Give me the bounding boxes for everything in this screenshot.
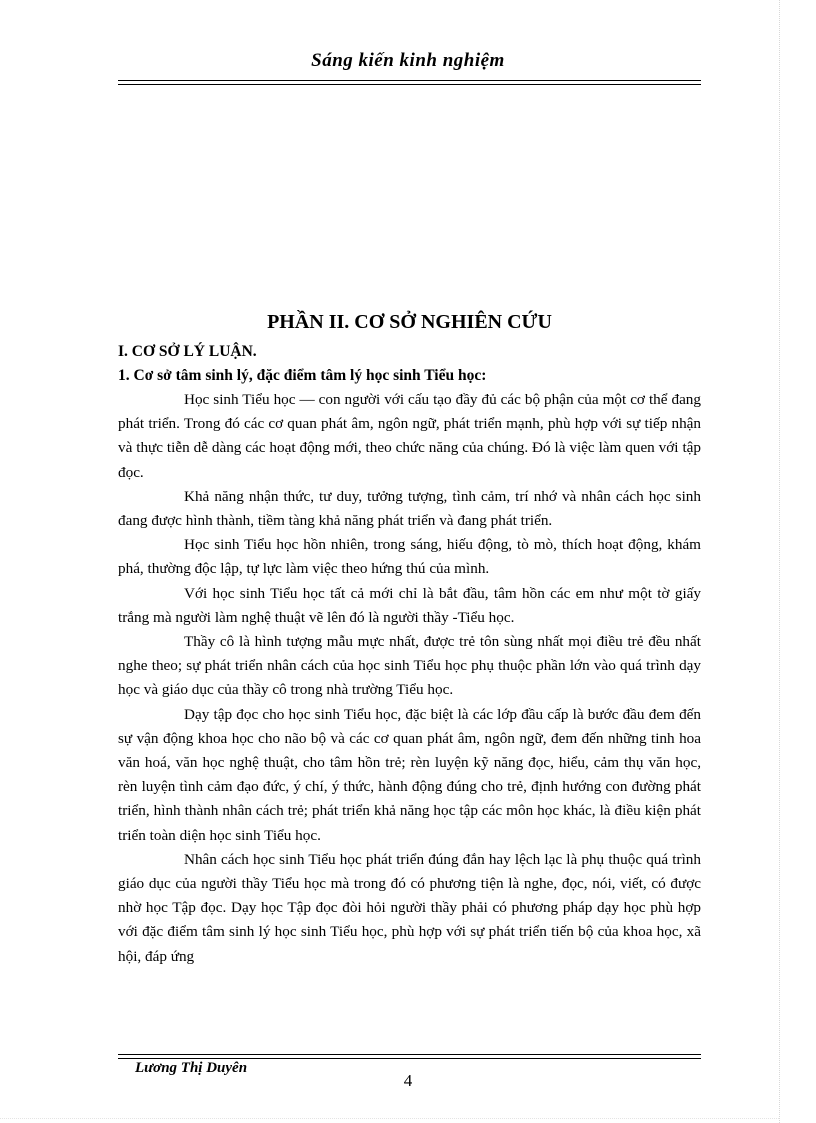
page-number: 4 <box>403 1071 413 1090</box>
footer-author: Lương Thị Duyên <box>135 1060 248 1076</box>
document-body <box>118 308 701 969</box>
heading-level-2: 1. Cơ sở tâm sinh lý, đặc điểm tâm lý học sinh Tiểu học: <box>118 367 487 384</box>
section-title: PHẦN II. CƠ SỞ NGHIÊN CỨU <box>267 311 552 333</box>
paragraph: Nhân cách học sinh Tiểu học phát triển đúng đắn hay lệch lạc là phụ thuộc quá trình giáo dục của người thầy Tiểu học mà trong đó có phương tiện là nghe, đọc, nói, viết, có được nhờ học Tập đọc. Dạy học Tập đọc đòi hỏi người thầy phải có phương pháp dạy học phù hợp với đặc điểm tâm sinh lý học sinh Tiểu học, phù hợp với sự phát triển tiến bộ của khoa học, xã hội, đáp ứng <box>118 850 701 965</box>
paragraph: Dạy tập đọc cho học sinh Tiểu học, đặc biệt là các lớp đầu cấp là bước đầu đem đến sự vận động khoa học cho não bộ và các cơ quan phát âm, ngôn ngữ, đem đến những tinh hoa văn hoá, văn học nghệ thuật, cho tâm hồn trẻ; rèn luyện kỹ năng đọc, hiểu, cảm thụ văn học, rèn luyện tình cảm đạo đức, ý chí, ý thức, hành động đúng cho trẻ, định hướng con đường phát triển, hình thành nhân cách trẻ; phát triển khả năng học tập các môn học khác, là điều kiện phát triển toàn diện học sinh Tiểu học. <box>118 705 701 844</box>
heading-level-1: I. CƠ SỞ LÝ LUẬN. <box>118 343 257 360</box>
paragraph: Khả năng nhận thức, tư duy, tưởng tượng, tình cảm, trí nhớ và nhân cách học sinh đang được hình thành, tiềm tàng khả năng phát triển và đang phát triển. <box>118 487 701 530</box>
footer-rule <box>118 1054 701 1059</box>
margin-guide-bottom <box>0 1118 779 1119</box>
header-title: Sáng kiến kinh nghiệm <box>311 50 505 71</box>
paragraph: Với học sinh Tiểu học tất cả mới chỉ là bắt đầu, tâm hồn các em như một tờ giấy trắng mà người làm nghệ thuật vẽ lên đó là người thầy -Tiểu học. <box>118 584 701 626</box>
paragraph: Thầy cô là hình tượng mẫu mực nhất, được trẻ tôn sùng nhất mọi điều trẻ đều nhất nghe theo; sự phát triển nhân cách của học sinh Tiểu học phụ thuộc phần lớn vào quá trình dạy học và giáo dục của thầy cô trong nhà trường Tiểu học. <box>118 633 701 699</box>
paragraph: Học sinh Tiểu học hồn nhiên, trong sáng, hiếu động, tò mò, thích hoạt động, khám phá, thường độc lập, tự lực làm việc theo hứng thú của mình. <box>118 536 701 578</box>
paragraph: Học sinh Tiểu học — con người với cấu tạo đầy đủ các bộ phận của một cơ thể đang phát triển. Trong đó các cơ quan phát âm, ngôn ngữ, phát triển mạnh, phù hợp với sự tiếp nhận và thực tiễn dễ dàng các hoạt động mới, theo chức năng của chúng. Đó là việc làm quen với tập đọc. <box>118 391 701 481</box>
margin-guide-right <box>779 0 780 1123</box>
header-rule <box>118 80 701 85</box>
